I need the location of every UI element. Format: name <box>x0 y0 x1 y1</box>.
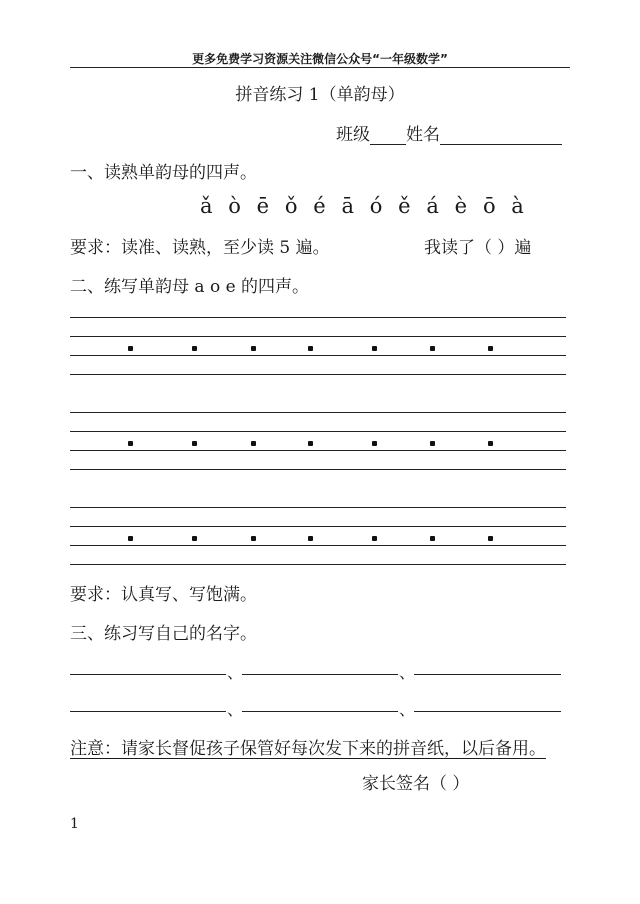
grid-dot <box>308 536 313 541</box>
pinyin-char: ó <box>369 194 383 218</box>
pinyin-char: ǒ <box>284 194 298 218</box>
name-blank-line[interactable] <box>414 711 561 712</box>
pinyin-char: è <box>454 194 468 218</box>
worksheet-title: 拼音练习 1（单韵母） <box>235 85 405 105</box>
grid-line <box>70 336 566 337</box>
grid-dot <box>192 346 197 351</box>
grid-dot <box>251 346 256 351</box>
section1-heading: 一、读熟单韵母的四声。 <box>70 163 257 183</box>
pinyin-char: ě <box>398 194 411 218</box>
grid-dot <box>430 346 435 351</box>
grid-dot <box>430 441 435 446</box>
grid-dot <box>372 346 377 351</box>
grid-dot <box>128 441 133 446</box>
grid-line <box>70 374 566 375</box>
name-blank-line[interactable] <box>242 711 398 712</box>
grid-dot <box>251 536 256 541</box>
class-label: 班级 <box>336 125 370 145</box>
header-rule <box>70 67 570 68</box>
name-blank[interactable] <box>440 126 562 145</box>
grid-line <box>70 412 566 413</box>
pinyin-char: ò <box>228 194 241 218</box>
grid-dot <box>372 441 377 446</box>
pinyin-char: ā <box>341 194 355 218</box>
pinyin-char: ē <box>256 194 270 218</box>
grid-line <box>70 317 566 318</box>
class-blank[interactable] <box>370 126 406 145</box>
name-blank-line[interactable] <box>70 674 226 675</box>
parent-notice: 注意：请家长督促孩子保管好每次发下来的拼音纸，以后备用。 <box>70 739 546 759</box>
grid-line <box>70 355 566 356</box>
name-separator: 、 <box>227 700 244 719</box>
page-header: 更多免费学习资源关注微信公众号“一年级数学” <box>192 52 448 66</box>
grid-line <box>70 507 566 508</box>
section2-heading: 二、练写单韵母 a o e 的四声。 <box>70 277 310 297</box>
grid-line <box>70 545 566 546</box>
name-label: 姓名 <box>406 125 440 145</box>
pinyin-tones-row <box>200 194 540 218</box>
grid-dot <box>192 441 197 446</box>
name-separator: 、 <box>227 663 244 682</box>
grid-dot <box>128 536 133 541</box>
class-name-row <box>336 120 562 145</box>
grid-dot <box>128 346 133 351</box>
page-number: 1 <box>70 816 79 832</box>
grid-dot <box>372 536 377 541</box>
parent-signature: 家长签名（ ） <box>362 774 470 794</box>
grid-dot <box>430 536 435 541</box>
pinyin-char: á <box>426 194 439 218</box>
pinyin-char: à <box>511 194 524 218</box>
grid-line <box>70 431 566 432</box>
grid-dot <box>488 536 493 541</box>
grid-line <box>70 450 566 451</box>
grid-dot <box>488 346 493 351</box>
name-blank-line[interactable] <box>414 674 561 675</box>
section3-heading: 三、练习写自己的名字。 <box>70 624 257 644</box>
grid-line <box>70 564 566 565</box>
grid-line <box>70 469 566 470</box>
pinyin-char: ǎ <box>200 194 213 218</box>
grid-dot <box>308 441 313 446</box>
name-blank-line[interactable] <box>70 711 226 712</box>
pinyin-char: é <box>313 194 326 218</box>
section2-requirement: 要求：认真写、写饱满。 <box>70 585 257 605</box>
name-blank-line[interactable] <box>242 674 398 675</box>
grid-dot <box>308 346 313 351</box>
section1-requirement: 要求：读准、读熟，至少读 5 遍。 <box>70 238 330 258</box>
grid-line <box>70 526 566 527</box>
grid-dot <box>192 536 197 541</box>
name-separator: 、 <box>399 663 416 682</box>
read-count: 我读了（ ）遍 <box>424 238 532 258</box>
grid-dot <box>251 441 256 446</box>
name-separator: 、 <box>399 700 416 719</box>
pinyin-char: ō <box>482 194 496 218</box>
grid-dot <box>488 441 493 446</box>
